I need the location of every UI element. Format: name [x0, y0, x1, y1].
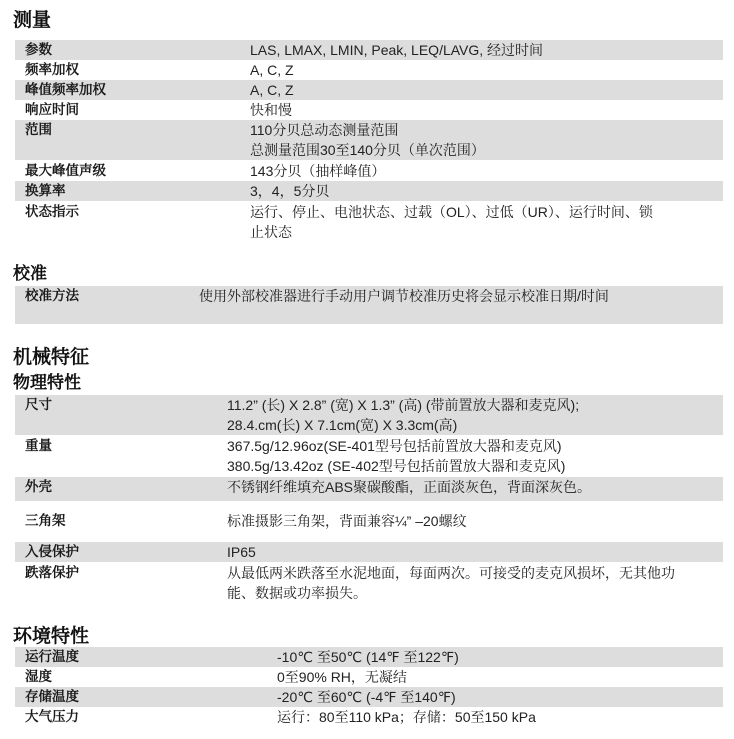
row-value: 标准摄影三角架，背面兼容¼” –20螺纹	[227, 513, 467, 529]
row-value: 11.2” (长) X 2.8” (宽) X 1.3” (高) (带前置放大器和麦克风); 28.4.cm(长) X 7.1cm(宽) X 3.3cm(高)	[227, 397, 580, 433]
table-row	[15, 60, 723, 80]
table-row	[15, 511, 723, 533]
table-row	[15, 202, 723, 244]
row-value: A, C, Z	[250, 62, 294, 78]
row-label: 入侵保护	[25, 544, 79, 560]
row-value: 从最低两米跌落至水泥地面，每面两次。可接受的麦克风损坏，无其他功 能、数据或功率损失。	[227, 565, 675, 601]
row-value: 0至90% RH，无凝结	[277, 669, 407, 685]
section-title-mechanical: 机械特征	[13, 346, 90, 368]
row-label: 参数	[25, 42, 52, 58]
row-label: 运行温度	[25, 649, 79, 665]
row-value: 使用外部校准器进行手动用户调节校准历史将会显示校准日期/时间	[199, 288, 609, 304]
table-row	[15, 120, 723, 160]
row-label: 存储温度	[25, 689, 79, 705]
table-row	[15, 687, 723, 707]
row-label: 频率加权	[25, 62, 79, 78]
table-row	[15, 647, 723, 667]
table-row	[15, 80, 723, 100]
row-value: 不锈钢纤维填充ABS聚碳酸酯，正面淡灰色，背面深灰色。	[227, 479, 592, 495]
table-row	[15, 286, 723, 324]
row-label: 范围	[25, 122, 52, 138]
row-value: LAS, LMAX, LMIN, Peak, LEQ/LAVG, 经过时间	[250, 42, 544, 58]
row-value: IP65	[227, 544, 256, 560]
row-label: 最大峰值声级	[25, 163, 106, 179]
table-row	[15, 161, 723, 181]
section-title-physical: 物理特性	[13, 373, 81, 393]
row-label: 状态指示	[25, 204, 79, 220]
section-title-environment: 环境特性	[13, 625, 90, 647]
table-row	[15, 667, 723, 687]
table-row	[15, 40, 723, 60]
row-label: 三角架	[25, 513, 66, 529]
row-label: 尺寸	[25, 397, 52, 413]
row-value: 110分贝总动态测量范围 总测量范围30至140分贝（单次范围）	[250, 122, 485, 158]
row-value: -20℃ 至60℃ (-4℉ 至140℉)	[277, 689, 456, 705]
table-row	[15, 563, 723, 605]
row-label: 大气压力	[25, 709, 79, 725]
row-value: 运行：80至110 kPa；存储：50至150 kPa	[277, 709, 536, 725]
row-value: 143分贝（抽样峰值）	[250, 163, 386, 179]
row-value: 3，4，5分贝	[250, 183, 330, 199]
row-label: 重量	[25, 438, 52, 454]
table-row	[15, 707, 723, 727]
row-label: 跌落保护	[25, 565, 79, 581]
row-value: 快和慢	[250, 102, 292, 118]
row-label: 响应时间	[25, 102, 79, 118]
section-title-calibration: 校准	[13, 264, 47, 284]
row-value: A, C, Z	[250, 82, 294, 98]
table-row	[15, 542, 723, 562]
table-row	[15, 100, 723, 120]
table-row	[15, 181, 723, 201]
row-label: 换算率	[25, 183, 66, 199]
row-label: 峰值频率加权	[25, 82, 106, 98]
section-title-measurement: 测量	[13, 9, 52, 31]
row-label: 湿度	[25, 669, 52, 685]
row-label: 外壳	[25, 479, 52, 495]
table-row	[15, 436, 723, 476]
table-row	[15, 477, 723, 501]
row-value: -10℃ 至50℃ (14℉ 至122℉)	[277, 649, 459, 665]
table-row	[15, 395, 723, 435]
row-value: 367.5g/12.96oz(SE-401型号包括前置放大器和麦克风) 380.5g/13.42oz (SE-402型号包括前置放大器和麦克风)	[227, 438, 566, 474]
row-value: 运行、停止、电池状态、过载（OL）、过低（UR）、运行时间、锁 止状态	[250, 204, 653, 240]
row-label: 校准方法	[25, 288, 79, 304]
